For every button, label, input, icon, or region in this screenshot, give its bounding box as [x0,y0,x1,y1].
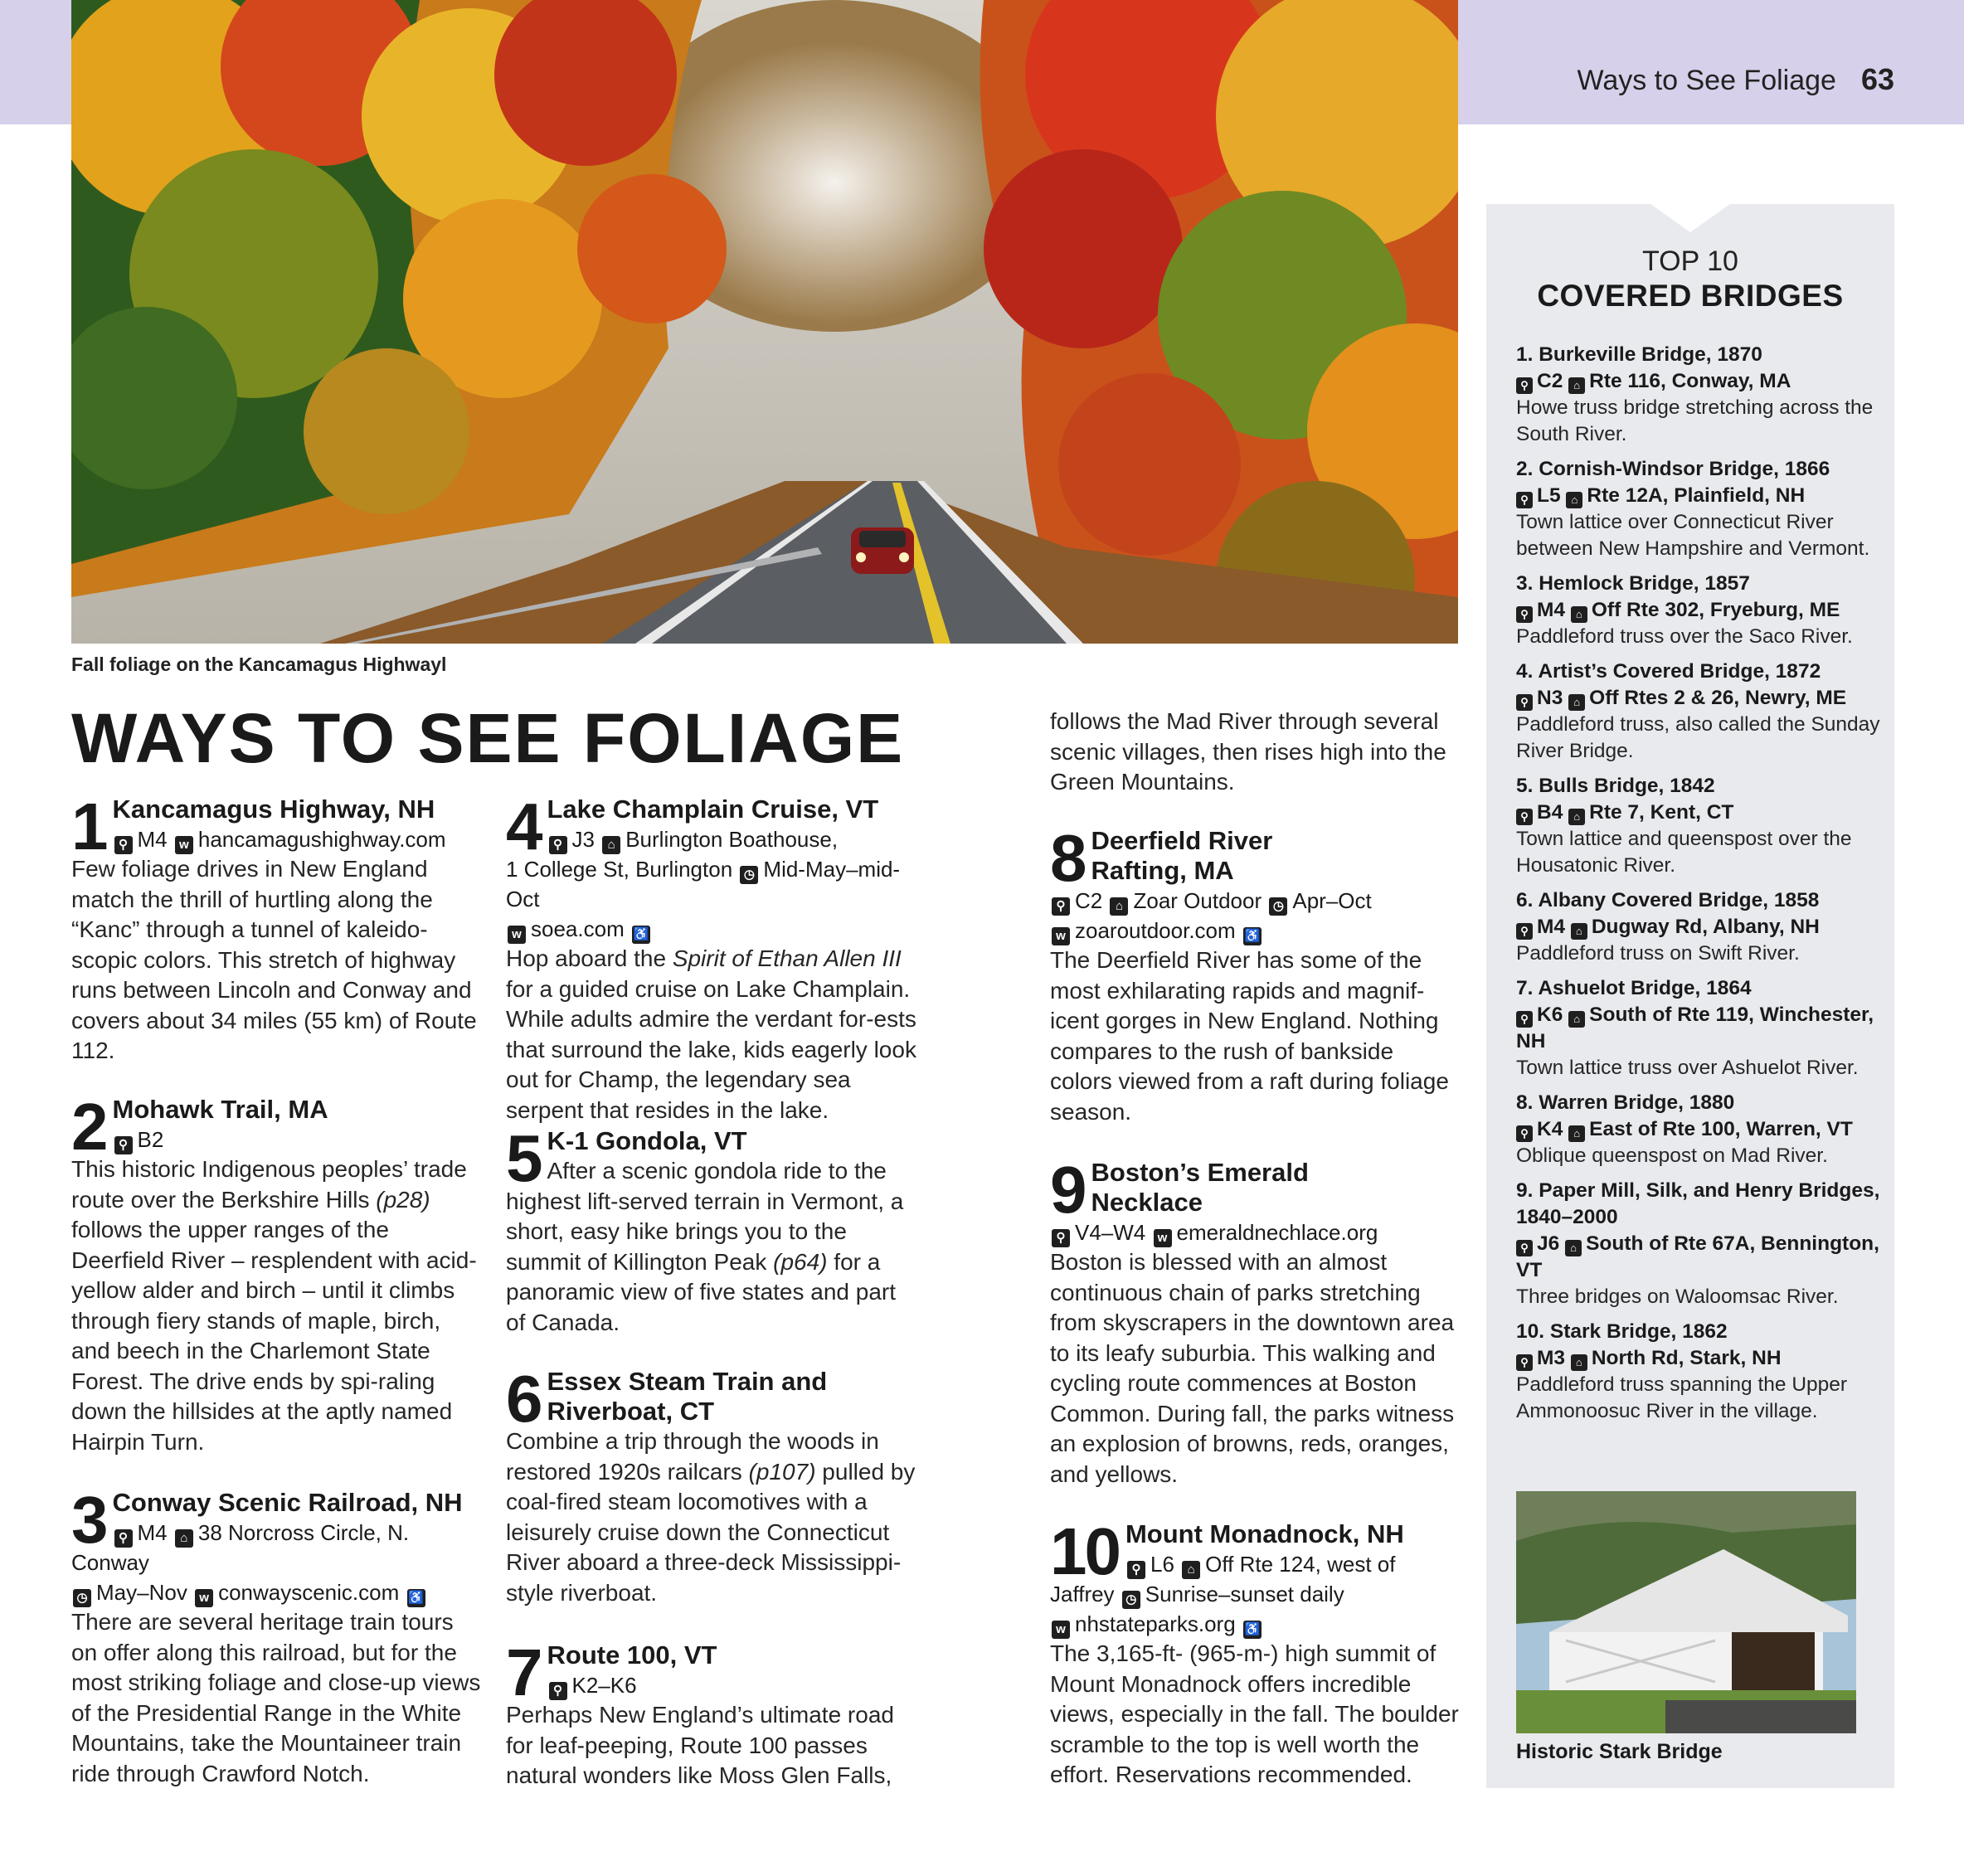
map-pin-icon: ⚲ [1516,492,1533,508]
item-meta: ⚲ L6 ⌂ Off Rte 124, west of Jaffrey ◷ Sunrise–sunset daily w nhstateparks.org ♿ [1050,1549,1460,1639]
map-pin-icon: ⚲ [114,1136,133,1154]
bridge-item [1516,887,1881,967]
bridge-desc: Three bridges on Waloomsac River. [1516,1285,1839,1308]
bridge-meta: ⚲ K6 ⌂ South of Rte 119, Winchester, NH [1516,1004,1874,1052]
foliage-road-photo [71,0,1458,644]
bridge-photo-caption: Historic Stark Bridge [1516,1740,1723,1763]
bridge-desc: Paddleford truss, also called the Sunday River Bridge. [1516,713,1880,762]
item-meta: ⚲ M4 w hancamagushighway.com [71,824,483,854]
list-item [506,1362,921,1608]
bridge-name: 6. Albany Covered Bridge, 1858 [1516,889,1820,911]
list-item [71,1483,483,1789]
accessible-icon: ♿ [407,1589,425,1607]
bridge-meta: ⚲ L5 ⌂ Rte 12A, Plainfield, NH [1516,483,1881,509]
item-title: Kancamagus Highway, NH [112,795,435,824]
bridge-name: 8. Warren Bridge, 1880 [1516,1091,1735,1114]
address-icon: ⌂ [175,1529,193,1548]
item-number: 4 [506,790,541,863]
item-title: Mount Monadnock, NH [1125,1519,1404,1548]
bridge-name: 1. Burkeville Bridge, 1870 [1516,343,1762,366]
bridge-name: 2. Cornish-Windsor Bridge, 1866 [1516,458,1830,480]
list-item [1050,821,1460,1127]
item-continuation [1050,707,1460,798]
address-icon: ⌂ [1565,1240,1582,1256]
map-pin-icon: ⚲ [1127,1561,1145,1579]
address-icon: ⌂ [1566,492,1582,508]
bridge-desc: Paddleford truss over the Saco River. [1516,625,1853,648]
bridge-item [1516,1319,1881,1425]
item-number: 6 [506,1362,541,1436]
list-item [1050,1514,1460,1791]
page-number: 63 [1860,62,1894,96]
map-pin-icon: ⚲ [1516,1011,1533,1028]
item-meta: ⚲ B2 [71,1125,483,1154]
sidebar-kicker: TOP 10 [1642,245,1738,277]
item-body: There are several heritage train tours on offer along this railroad, but for the most striking foliage and close-up views of the Presidential Range in the White Mountains, take the Mountaineer train ride through Crawford Notch. [71,1609,481,1786]
map-pin-icon: ⚲ [1052,897,1070,916]
bridge-name: 9. Paper Mill, Silk, and Henry Bridges, 1840–2000 [1516,1179,1880,1228]
bridge-desc: Town lattice over Connecticut River between New Hampshire and Vermont. [1516,511,1870,560]
address-icon: ⌂ [1568,809,1585,825]
item-title: K-1 Gondola, VT [547,1126,747,1155]
item-number: 7 [506,1635,541,1709]
address-icon: ⌂ [1571,606,1587,623]
clock-icon: ◷ [1269,897,1287,916]
bridge-item [1516,975,1881,1081]
bridge-meta: ⚲ N3 ⌂ Off Rtes 2 & 26, Newry, ME [1516,685,1881,712]
address-icon: ⌂ [1571,1354,1587,1371]
item-title: Essex Steam Train and Riverboat, CT [547,1367,828,1426]
item-number: 8 [1050,821,1085,895]
map-pin-icon: ⚲ [114,1529,133,1548]
bridge-item [1516,1178,1881,1310]
web-icon: w [175,836,193,854]
web-icon: w [195,1589,213,1607]
bridge-meta: ⚲ K4 ⌂ East of Rte 100, Warren, VT [1516,1116,1881,1143]
address-icon: ⌂ [1571,923,1587,940]
web-icon: w [1052,927,1070,945]
item-body: Combine a trip through the woods in restored 1920s railcars (p107) pulled by coal-fired steam locomotives with a leisurely cruise down the Connecticut River aboard a three-deck Mississippi-style riverboat. [506,1428,916,1606]
bridge-item [1516,456,1881,562]
item-body: The Deerfield River has some of the most exhilarating rapids and magnif-icent gorges in New England. Nothing compares to the rush of bankside colors viewed from a raft during foliage season. [1050,947,1449,1125]
bridge-desc: Oblique queenspost on Mad River. [1516,1145,1828,1167]
item-meta: ⚲ K2–K6 [506,1670,921,1700]
item-body: Boston is blessed with an almost continuous chain of parks stretching from skyscrapers in the downtown area to its leafy suburbia. This walking and cycling route commences at Boston Common. During fall, the parks witness an explosion of browns, reds, oranges, and yellows. [1050,1249,1455,1487]
clock-icon: ◷ [1122,1591,1140,1609]
list-item [506,1635,921,1791]
bridge-item [1516,1090,1881,1169]
item-number: 1 [71,790,106,863]
address-icon: ⌂ [1568,1011,1585,1028]
item-lead: After a scenic gondola ride to the [547,1158,887,1183]
bridge-meta: ⚲ M3 ⌂ North Rd, Stark, NH [1516,1345,1881,1372]
bridge-name: 5. Bulls Bridge, 1842 [1516,775,1715,797]
map-pin-icon: ⚲ [549,836,567,854]
map-pin-icon: ⚲ [1516,1125,1533,1142]
bridge-meta: ⚲ C2 ⌂ Rte 116, Conway, MA [1516,368,1881,395]
item-title: Mohawk Trail, MA [112,1095,328,1124]
web-icon: w [1154,1229,1172,1247]
item-number: 10 [1050,1514,1119,1588]
list-item [71,1090,483,1457]
address-icon: ⌂ [1568,377,1585,394]
item-body: The 3,165-ft- (965-m-) high summit of Mount Monadnock offers incredible views, especially in the fall. The boulder scramble to the top is well worth the effort. Reservations recommended. [1050,1640,1459,1787]
map-pin-icon: ⚲ [1516,809,1533,825]
map-pin-icon: ⚲ [1516,1240,1533,1256]
item-title: Lake Champlain Cruise, VT [547,795,879,824]
accessible-icon: ♿ [1243,927,1262,945]
item-number: 3 [71,1483,106,1557]
section-title: Ways to See Foliage [1577,65,1836,96]
map-pin-icon: ⚲ [1516,923,1533,940]
list-item [506,790,921,1125]
bridge-desc: Paddleford truss on Swift River. [1516,942,1800,965]
address-icon: ⌂ [1182,1561,1200,1579]
photo-caption: Fall foliage on the Kancamagus Highwayl [71,654,447,675]
list-item [71,790,483,1067]
web-icon: w [508,926,526,944]
address-icon: ⌂ [1568,1125,1585,1142]
item-body: Hop aboard the Spirit of Ethan Allen III for a guided cruise on Lake Champlain. While adults admire the verdant for-ests that surround the lake, kids eagerly look out for Champ, the legendary sea serpent that resides in the lake. [506,945,916,1123]
bridge-item [1516,773,1881,879]
address-icon: ⌂ [1568,694,1585,711]
sidebar-title: COVERED BRIDGES [1537,279,1844,313]
item-body-continued: follows the Mad River through several scenic villages, then rises high into the Green Mountains. [1050,708,1446,795]
bridge-desc: Town lattice truss over Ashuelot River. [1516,1057,1859,1079]
item-title: Deerfield River Rafting, MA [1091,826,1273,885]
item-meta: ⚲ M4 ⌂ 38 Norcross Circle, N. Conway ◷ May–Nov w conwayscenic.com ♿ [71,1518,483,1607]
item-meta: ⚲ C2 ⌂ Zoar Outdoor ◷ Apr–Oct w zoaroutdoor.com ♿ [1050,886,1460,945]
item-body: This historic Indigenous peoples’ trade route over the Berkshire Hills (p28) follows the upper ranges of the Deerfield River – resplendent with acid-yellow alder and birch – until it climbs through fiery stands of maple, birch, and beech in the Charlemont State Forest. The drive ends by spi-raling down the hillsides at the aptly named Hairpin Turn. [71,1156,477,1455]
address-icon: ⌂ [1110,897,1128,916]
bridge-name: 3. Hemlock Bridge, 1857 [1516,572,1750,595]
map-pin-icon: ⚲ [1516,694,1533,711]
bridge-desc: Howe truss bridge stretching across the South River. [1516,396,1874,445]
clock-icon: ◷ [73,1589,91,1607]
accessible-icon: ♿ [632,926,650,944]
item-title: Route 100, VT [547,1640,717,1669]
map-pin-icon: ⚲ [549,1682,567,1700]
running-header [1578,62,1895,97]
header-band-left [0,0,71,124]
bridge-desc: Town lattice and queenspost over the Housatonic River. [1516,828,1852,877]
bridge-meta: ⚲ M4 ⌂ Off Rte 302, Fryeburg, ME [1516,597,1881,624]
bridge-name: 10. Stark Bridge, 1862 [1516,1320,1728,1343]
item-meta: ⚲ J3 ⌂ Burlington Boathouse, 1 College St, Burlington ◷ Mid-May–mid-Oct w soea.com ♿ [506,824,921,944]
item-body: highest lift-served terrain in Vermont, a short, easy hike brings you to the summit of Killington Peak (p64) for a panoramic view of five states and part of Canada. [506,1188,904,1335]
map-pin-icon: ⚲ [1516,377,1533,394]
item-body: Few foliage drives in New England match the thrill of hurtling along the “Kanc” through a tunnel of kaleido-scopic colors. This stretch of highway runs between Lincoln and Conway and covers about 34 miles (55 km) of Route 112. [71,856,477,1063]
bridge-item [1516,659,1881,765]
item-number: 2 [71,1090,106,1164]
map-pin-icon: ⚲ [1516,1354,1533,1371]
list-item [506,1121,921,1338]
bridge-desc: Paddleford truss spanning the Upper Ammonoosuc River in the village. [1516,1373,1848,1422]
item-meta: ⚲ V4–W4 w emeraldnechlace.org [1050,1217,1460,1247]
bridge-item [1516,571,1881,650]
page-headline: WAYS TO SEE FOLIAGE [71,699,905,777]
bridge-list [1516,342,1881,1433]
bridge-meta: ⚲ B4 ⌂ Rte 7, Kent, CT [1516,799,1881,826]
bridge-meta: ⚲ M4 ⌂ Dugway Rd, Albany, NH [1516,914,1881,940]
bridge-item [1516,342,1881,448]
map-pin-icon: ⚲ [114,836,133,854]
item-body: Perhaps New England’s ultimate road for leaf-peeping, Route 100 passes natural wonders like Moss Glen Falls, [506,1702,894,1788]
bridge-name: 7. Ashuelot Bridge, 1864 [1516,977,1752,999]
map-pin-icon: ⚲ [1052,1229,1070,1247]
item-number: 9 [1050,1153,1085,1227]
web-icon: w [1052,1621,1070,1639]
map-pin-icon: ⚲ [1516,606,1533,623]
bridge-name: 4. Artist’s Covered Bridge, 1872 [1516,660,1821,683]
item-title: Boston’s Emerald Necklace [1091,1158,1309,1217]
list-item [1050,1153,1460,1490]
sidebar-notch [1650,204,1730,232]
bridge-meta: ⚲ J6 ⌂ South of Rte 67A, Bennington, VT [1516,1232,1879,1281]
item-number: 5 [506,1121,541,1195]
stark-bridge-photo [1516,1491,1856,1733]
item-title: Conway Scenic Railroad, NH [112,1488,463,1517]
accessible-icon: ♿ [1243,1621,1262,1639]
clock-icon: ◷ [740,866,758,884]
address-icon: ⌂ [602,836,620,854]
